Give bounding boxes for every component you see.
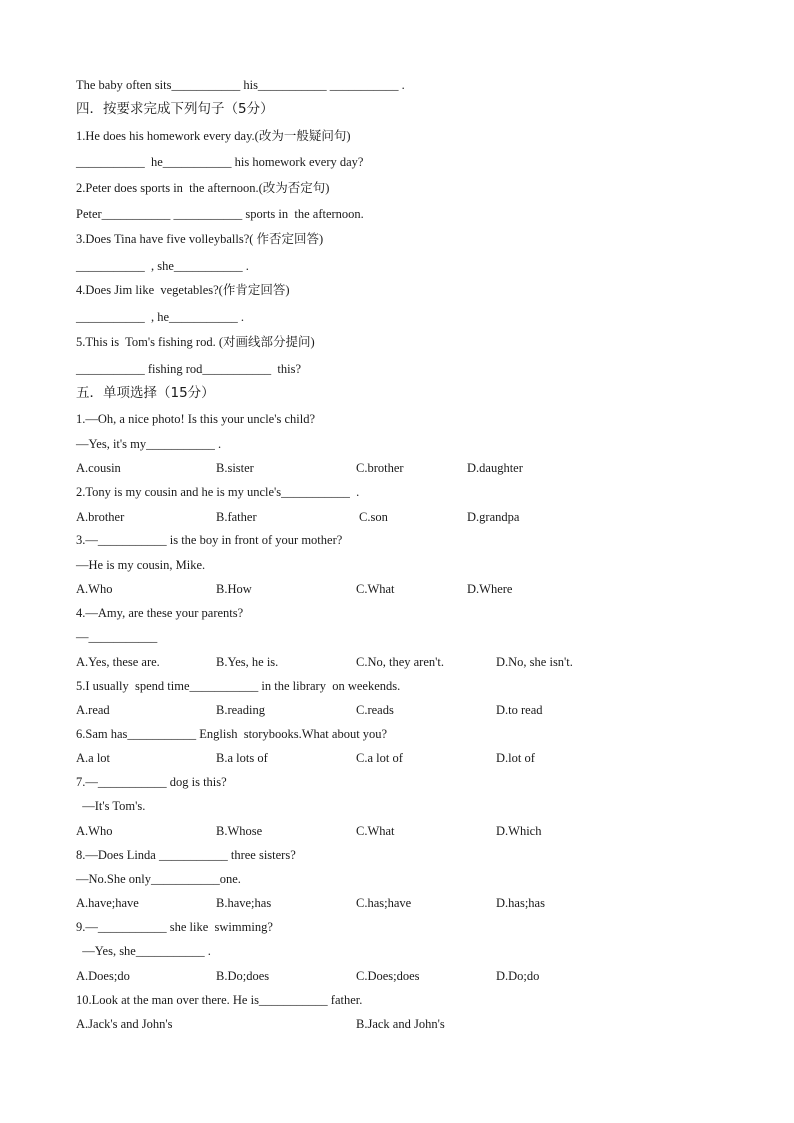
s4-a2: Peter___________ ___________ sports in the afternoon. — [76, 207, 364, 221]
s5-q3-opt-c: C.What — [356, 582, 395, 596]
s4-a1: ___________ he___________ his homework every day? — [76, 155, 364, 169]
s5-q1-opt-c: C.brother — [356, 461, 404, 475]
s5-q7-opt-c: C.What — [356, 824, 395, 838]
s5-q7-opt-b: B.Whose — [216, 824, 263, 838]
s5-q4-line2: —___________ — [76, 630, 158, 644]
s5-q3-opt-a: A.Who — [76, 582, 113, 596]
s5-q4-line1: 4.—Amy, are these your parents? — [76, 606, 244, 620]
s4-a5: ___________ fishing rod___________ this? — [76, 362, 301, 376]
s5-q5-opt-d: D.to read — [496, 703, 543, 717]
s5-q6-opt-d: D.lot of — [496, 751, 535, 765]
s5-q10-opt-a: A.Jack's and John's — [76, 1017, 173, 1031]
s5-q8-line2: —No.She only___________one. — [76, 872, 241, 886]
s5-q3-line1: 3.—___________ is the boy in front of your mother? — [76, 533, 343, 547]
s5-q5-opt-b: B.reading — [216, 703, 265, 717]
s5-q2-opt-b: B.father — [216, 510, 257, 524]
s5-q2-opt-d: D.grandpa — [467, 510, 520, 524]
s5-q6-opt-b: B.a lots of — [216, 751, 268, 765]
s5-q9-opt-b: B.Do;does — [216, 969, 270, 983]
s4-q2: 2.Peter does sports in the afternoon.(改为否定句) — [76, 181, 330, 195]
s5-q1-opt-b: B.sister — [216, 461, 254, 475]
s5-q8-opt-c: C.has;have — [356, 896, 412, 910]
s5-q2-line1: 2.Tony is my cousin and he is my uncle's___________ . — [76, 485, 360, 499]
s5-q7-line1: 7.—___________ dog is this? — [76, 775, 227, 789]
s5-q4-opt-a: A.Yes, these are. — [76, 655, 160, 669]
s5-q8-opt-d: D.has;has — [496, 896, 545, 910]
s5-q1-line2: —Yes, it's my___________ . — [76, 437, 222, 451]
section4-heading: 四．按要求完成下列句子（5分） — [76, 101, 274, 117]
s5-q10-line1: 10.Look at the man over there. He is___________ father. — [76, 993, 363, 1007]
s4-q3: 3.Does Tina have five volleyballs?( 作否定回答) — [76, 232, 324, 246]
s5-q5-opt-c: C.reads — [356, 703, 394, 717]
s5-q6-line1: 6.Sam has___________ English storybooks.What about you? — [76, 727, 388, 741]
s5-q3-line2: —He is my cousin, Mike. — [76, 558, 206, 572]
s5-q9-opt-d: D.Do;do — [496, 969, 540, 983]
s5-q9-line2: —Yes, she___________ . — [76, 944, 211, 958]
s5-q9-opt-a: A.Does;do — [76, 969, 130, 983]
top-line: The baby often sits___________ his___________ ___________ . — [76, 78, 405, 92]
s5-q5-opt-a: A.read — [76, 703, 110, 717]
section5-heading: 五．单项选择（15分） — [76, 385, 215, 401]
s5-q3-opt-d: D.Where — [467, 582, 513, 596]
s4-q1: 1.He does his homework every day.(改为一般疑问句) — [76, 129, 351, 143]
s5-q3-opt-b: B.How — [216, 582, 252, 596]
s5-q9-line1: 9.—___________ she like swimming? — [76, 920, 273, 934]
s5-q4-opt-d: D.No, she isn't. — [496, 655, 573, 669]
s5-q6-opt-a: A.a lot — [76, 751, 111, 765]
s5-q1-opt-d: D.daughter — [467, 461, 523, 475]
s5-q10-opt-b: B.Jack and John's — [356, 1017, 445, 1031]
s5-q7-opt-d: D.Which — [496, 824, 542, 838]
s4-q4: 4.Does Jim like vegetables?(作肯定回答) — [76, 283, 290, 297]
s5-q1-opt-a: A.cousin — [76, 461, 121, 475]
s5-q2-opt-a: A.brother — [76, 510, 125, 524]
s5-q5-line1: 5.I usually spend time___________ in the library on weekends. — [76, 679, 401, 693]
s5-q8-line1: 8.—Does Linda ___________ three sisters? — [76, 848, 296, 862]
s5-q6-opt-c: C.a lot of — [356, 751, 403, 765]
s5-q7-opt-a: A.Who — [76, 824, 113, 838]
s4-a4: ___________ , he___________ . — [76, 310, 245, 324]
s5-q2-opt-c: C.son — [359, 510, 388, 524]
s5-q9-opt-c: C.Does;does — [356, 969, 420, 983]
s5-q1-line1: 1.—Oh, a nice photo! Is this your uncle's child? — [76, 412, 316, 426]
s5-q4-opt-b: B.Yes, he is. — [216, 655, 279, 669]
s5-q8-opt-a: A.have;have — [76, 896, 139, 910]
s5-q8-opt-b: B.have;has — [216, 896, 272, 910]
s4-q5: 5.This is Tom's fishing rod. (对画线部分提问) — [76, 335, 315, 349]
s5-q4-opt-c: C.No, they aren't. — [356, 655, 444, 669]
s4-a3: ___________ , she___________ . — [76, 259, 249, 273]
s5-q7-line2: —It's Tom's. — [76, 799, 146, 813]
